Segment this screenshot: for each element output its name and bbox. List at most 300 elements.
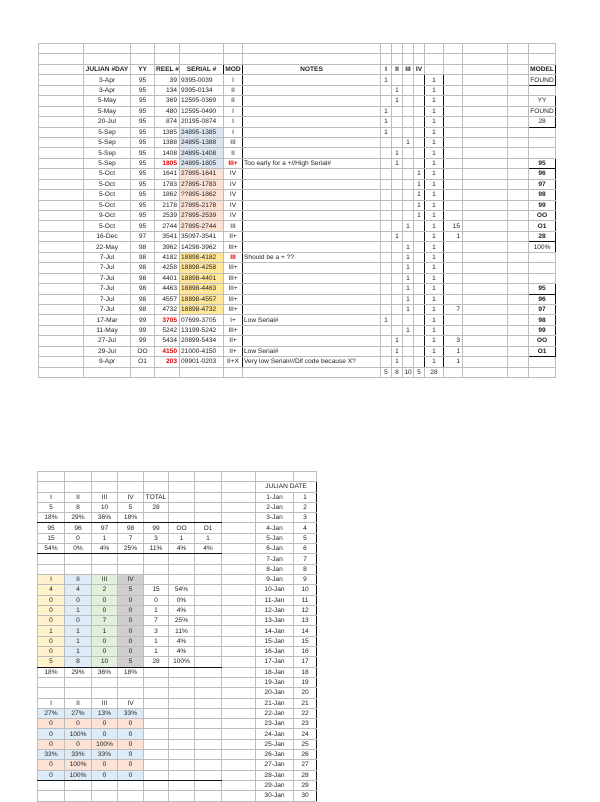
cell[interactable] [243,44,381,54]
extra-cell[interactable] [444,158,463,168]
model-mark-cell[interactable] [403,315,414,325]
julian-date-cell[interactable]: 20-Jan [256,688,294,698]
notes-cell[interactable] [243,75,381,85]
model-mark-cell[interactable] [403,148,414,158]
model-mark-cell[interactable] [381,85,392,95]
model-mark-cell[interactable]: 1 [392,346,403,356]
serial-header[interactable]: SERIAL # [180,64,224,74]
summary-cell[interactable] [195,605,222,615]
notes-cell[interactable] [243,325,381,335]
summary-cell[interactable]: 18% [38,667,65,677]
cell[interactable] [508,325,529,335]
summary-cell[interactable]: III [92,698,118,708]
cell[interactable] [508,75,529,85]
summary-cell[interactable] [118,791,144,801]
count-cell[interactable]: 1 [425,117,444,127]
summary-cell[interactable]: 11% [169,626,195,636]
yy-cell[interactable]: 98 [131,252,155,262]
cell[interactable] [39,44,84,54]
julian-date-cell[interactable]: 24-Jan [256,729,294,739]
reel-cell[interactable]: 3541 [155,231,180,241]
summary-cell[interactable]: I [38,492,65,502]
summary-cell[interactable] [169,574,195,584]
summary-cell[interactable]: 33% [118,708,144,718]
model-mark-cell[interactable] [414,158,425,168]
cell[interactable] [222,574,256,584]
count-cell[interactable]: 1 [425,263,444,273]
model-mark-cell[interactable]: 1 [403,294,414,304]
cell[interactable] [39,85,84,95]
julian-day-header[interactable]: JULIAN #DAY [84,64,131,74]
notes-cell[interactable] [243,336,381,346]
serial-cell[interactable]: 24895-1805 [180,158,224,168]
cell[interactable] [92,472,118,482]
notes-cell[interactable]: Too early for a +//High Serial# [243,158,381,168]
yy-cell[interactable]: 95 [131,200,155,210]
reel-cell[interactable]: 1385 [155,127,180,137]
cell[interactable] [169,472,195,482]
cell[interactable] [195,482,222,492]
summary-cell[interactable]: 18% [118,667,144,677]
cell[interactable] [222,564,256,574]
julian-day-cell[interactable]: 3 [294,513,317,523]
yy-cell[interactable]: 95 [131,169,155,179]
cell[interactable] [39,190,84,200]
cell[interactable] [463,85,508,95]
cell[interactable] [508,211,529,221]
cell[interactable] [39,325,84,335]
yy-cell[interactable]: 97 [131,231,155,241]
model-mark-cell[interactable] [414,137,425,147]
summary-cell[interactable]: 1 [144,647,169,657]
model-mark-cell[interactable]: 1 [403,242,414,252]
julian-date-cell[interactable]: 9-Jan [256,574,294,584]
model-mark-cell[interactable] [403,106,414,116]
summary-cell[interactable]: 27% [65,708,92,718]
cell[interactable] [39,357,84,367]
model-mark-cell[interactable] [403,211,414,221]
cell[interactable] [222,605,256,615]
serial-cell[interactable]: 20899-5434 [180,336,224,346]
summary-cell[interactable]: 36% [92,667,118,677]
summary-cell[interactable]: 15 [144,585,169,595]
summary-cell[interactable]: 5 [118,585,144,595]
mod-cell[interactable]: III+ [224,263,243,273]
model-mark-cell[interactable] [392,252,403,262]
cell[interactable] [222,585,256,595]
mod-cell[interactable]: II+X [224,357,243,367]
model-mark-cell[interactable] [414,242,425,252]
model-mark-cell[interactable] [392,294,403,304]
serial-cell[interactable]: 9395-0134 [180,85,224,95]
mod-cell[interactable]: III+ [224,294,243,304]
summary-cell[interactable] [144,677,169,687]
summary-cell[interactable]: 95 [529,284,556,294]
summary-cell[interactable]: 0 [38,616,65,626]
julian-date-cell[interactable]: 1-Jan [256,492,294,502]
julian-day-cell[interactable]: 29-Jul [84,346,131,356]
extra-cell[interactable] [444,106,463,116]
summary-cell[interactable]: 0 [38,770,65,780]
summary-cell[interactable] [92,780,118,790]
model-mark-cell[interactable] [392,106,403,116]
julian-date-cell[interactable]: 19-Jan [256,677,294,687]
mod-cell[interactable]: III+ [224,325,243,335]
model-mark-cell[interactable] [392,263,403,273]
model-mark-cell[interactable] [381,263,392,273]
model-mark-cell[interactable] [381,346,392,356]
yy-cell[interactable]: 95 [131,190,155,200]
yy-cell[interactable]: 98 [131,263,155,273]
model-mark-cell[interactable] [414,106,425,116]
summary-cell[interactable]: 0 [118,750,144,760]
summary-cell[interactable]: 0 [65,719,92,729]
summary-cell[interactable]: 8 [65,502,92,512]
cell[interactable] [425,44,444,54]
summary-cell[interactable]: 4% [92,544,118,554]
reel-cell[interactable]: 1805 [155,158,180,168]
cell[interactable] [463,158,508,168]
cell[interactable] [39,127,84,137]
model-mark-cell[interactable] [403,117,414,127]
yy-cell[interactable]: 98 [131,284,155,294]
summary-cell[interactable] [144,770,169,780]
julian-date-cell[interactable]: 12-Jan [256,605,294,615]
extra-cell[interactable] [444,284,463,294]
count-cell[interactable]: 1 [425,346,444,356]
summary-cell[interactable]: 0 [38,636,65,646]
julian-day-cell[interactable]: 5-Oct [84,169,131,179]
summary-cell[interactable]: 0% [169,595,195,605]
julian-day-cell[interactable]: 5-May [84,106,131,116]
reel-cell[interactable]: 203 [155,357,180,367]
cell[interactable] [403,54,414,64]
summary-cell[interactable] [195,564,222,574]
julian-day-cell[interactable]: 8 [294,564,317,574]
cell[interactable] [39,252,84,262]
mod-cell[interactable]: III+ [224,284,243,294]
summary-cell[interactable]: 7 [92,616,118,626]
serial-cell[interactable]: 20195-0874 [180,117,224,127]
summary-cell[interactable]: 0 [65,595,92,605]
cell[interactable] [39,304,84,314]
julian-day-cell[interactable]: 27 [294,760,317,770]
reel-cell[interactable]: 1408 [155,148,180,158]
cell[interactable] [463,137,508,147]
serial-cell[interactable]: 24895-1388 [180,137,224,147]
model-mark-cell[interactable] [381,96,392,106]
cell[interactable] [222,750,256,760]
model-mark-cell[interactable]: 1 [381,315,392,325]
cell[interactable] [414,44,425,54]
summary-cell[interactable] [65,554,92,564]
julian-date-cell[interactable]: 30-Jan [256,791,294,801]
extra-cell[interactable] [444,96,463,106]
summary-cell[interactable]: 96 [529,169,556,179]
mod-header[interactable]: MOD [225,66,241,74]
summary-cell[interactable] [195,595,222,605]
summary-cell[interactable] [92,791,118,801]
cell[interactable] [222,719,256,729]
cell[interactable] [39,54,84,64]
count-cell[interactable]: 1 [425,158,444,168]
summary-cell[interactable]: 96 [529,294,556,304]
summary-cell[interactable]: 100% [169,657,195,667]
summary-cell[interactable]: 36% [92,513,118,523]
reel-cell[interactable]: 4732 [155,304,180,314]
julian-day-cell[interactable]: 19 [294,677,317,687]
summary-cell[interactable] [529,252,556,262]
model-mark-cell[interactable]: 1 [403,221,414,231]
model-mark-cell[interactable]: 1 [414,179,425,189]
cell[interactable] [463,242,508,252]
cell[interactable] [508,315,529,325]
count-cell[interactable]: 1 [425,169,444,179]
summary-cell[interactable]: 28 [144,657,169,667]
summary-cell[interactable] [195,677,222,687]
reel-cell[interactable]: 134 [155,85,180,95]
count-cell[interactable]: 1 [425,315,444,325]
reel-cell[interactable]: 369 [155,96,180,106]
cell[interactable] [131,44,155,54]
cell[interactable] [243,367,381,377]
cell[interactable] [222,729,256,739]
summary-cell[interactable]: II [65,492,92,502]
cell[interactable] [224,44,243,54]
summary-cell[interactable] [118,677,144,687]
summary-cell[interactable]: 5 [38,502,65,512]
julian-day-cell[interactable]: 5-Oct [84,179,131,189]
julian-day-cell[interactable]: 9-Oct [84,211,131,221]
model-mark-cell[interactable] [403,357,414,367]
extra-cell[interactable] [444,325,463,335]
cell[interactable] [508,294,529,304]
notes-cell[interactable]: Should be a + ?? [243,252,381,262]
serial-cell[interactable]: 21000-4150 [180,346,224,356]
cell[interactable] [39,231,84,241]
julian-date-header[interactable]: JULIAN DATE [256,482,317,492]
summary-cell[interactable] [195,502,222,512]
cell[interactable] [222,533,256,543]
serial-cell[interactable]: 18898-4401 [180,273,224,283]
model-mark-cell[interactable] [392,127,403,137]
summary-cell[interactable]: 0 [92,647,118,657]
cell[interactable] [508,273,529,283]
summary-cell[interactable] [529,127,556,137]
summary-cell[interactable] [169,708,195,718]
count-header[interactable] [425,64,444,74]
summary-cell[interactable]: II [65,574,92,584]
julian-day-cell[interactable]: 20-Jul [84,117,131,127]
extra-cell[interactable] [444,294,463,304]
extra-cell[interactable] [444,273,463,283]
cell[interactable] [180,54,224,64]
cell[interactable] [463,96,508,106]
model-mark-cell[interactable] [381,211,392,221]
summary-cell[interactable]: 95 [529,158,556,168]
summary-cell[interactable] [195,770,222,780]
model-mark-cell[interactable] [414,273,425,283]
model-mark-cell[interactable] [403,346,414,356]
julian-day-cell[interactable]: 22 [294,708,317,718]
cell[interactable] [222,791,256,801]
model-mark-cell[interactable] [381,158,392,168]
cell[interactable] [463,273,508,283]
summary-cell[interactable]: 0 [118,739,144,749]
cell[interactable] [463,117,508,127]
cell[interactable] [180,367,224,377]
cell[interactable] [463,304,508,314]
model-mark-cell[interactable] [403,190,414,200]
julian-day-cell[interactable]: 15 [294,636,317,646]
summary-cell[interactable]: 0 [38,760,65,770]
summary-cell[interactable] [195,698,222,708]
cell[interactable] [508,367,529,377]
julian-date-cell[interactable]: 13-Jan [256,616,294,626]
summary-cell[interactable] [195,708,222,718]
summary-cell[interactable] [529,85,556,95]
julian-day-cell[interactable]: 5-Oct [84,221,131,231]
extra-cell[interactable] [444,85,463,95]
julian-date-cell[interactable]: 4-Jan [256,523,294,533]
cell[interactable] [195,472,222,482]
julian-day-cell[interactable]: 5-Sep [84,158,131,168]
summary-cell[interactable]: 95 [38,523,65,533]
count-cell[interactable]: 1 [425,190,444,200]
cell[interactable] [39,158,84,168]
julian-day-cell[interactable]: 5-Sep [84,137,131,147]
summary-cell[interactable]: I [38,574,65,584]
cell[interactable] [508,221,529,231]
cell[interactable] [39,211,84,221]
summary-cell[interactable]: 97 [529,179,556,189]
julian-day-cell[interactable]: 18 [294,667,317,677]
julian-day-cell[interactable]: 16-Dec [84,231,131,241]
model-mark-cell[interactable] [403,85,414,95]
extra-cell[interactable] [444,137,463,147]
summary-cell[interactable]: 54% [169,585,195,595]
model-mark-cell[interactable] [392,315,403,325]
cell[interactable] [508,357,529,367]
summary-cell[interactable]: 0 [38,647,65,657]
model-mark-cell[interactable] [381,325,392,335]
extra-cell[interactable]: 1 [444,231,463,241]
model-iii-header[interactable]: III [403,64,414,74]
notes-cell[interactable] [243,96,381,106]
summary-cell[interactable] [169,750,195,760]
notes-header[interactable]: NOTES [243,64,381,74]
cell[interactable] [222,544,256,554]
julian-date-cell[interactable]: 25-Jan [256,739,294,749]
count-cell[interactable]: 1 [425,357,444,367]
yy-cell[interactable]: 95 [131,106,155,116]
cell[interactable] [39,148,84,158]
julian-day-cell[interactable]: 6 [294,544,317,554]
extra-cell[interactable] [444,242,463,252]
model-mark-cell[interactable] [381,137,392,147]
yy-cell[interactable]: 95 [131,211,155,221]
summary-cell[interactable] [118,780,144,790]
count-cell[interactable]: 1 [425,200,444,210]
count-cell[interactable]: 1 [425,96,444,106]
julian-day-cell[interactable]: 17 [294,657,317,667]
reel-cell[interactable]: 4258 [155,263,180,273]
cell[interactable] [508,252,529,262]
cell[interactable] [222,502,256,512]
cell[interactable] [222,554,256,564]
cell[interactable] [222,616,256,626]
summary-cell[interactable]: 0 [118,729,144,739]
model-ii-header[interactable]: II [392,64,403,74]
model-mark-cell[interactable]: 1 [403,252,414,262]
summary-cell[interactable]: OO [529,211,556,221]
notes-cell[interactable] [243,221,381,231]
summary-cell[interactable]: 99 [144,523,169,533]
model-mark-cell[interactable]: 1 [392,158,403,168]
summary-cell[interactable]: 4% [169,647,195,657]
model-mark-cell[interactable] [381,148,392,158]
yy-cell[interactable]: 99 [131,336,155,346]
cell[interactable] [39,169,84,179]
summary-cell[interactable]: 98 [529,315,556,325]
summary-cell[interactable] [144,719,169,729]
summary-cell[interactable] [38,677,65,687]
cell[interactable] [463,190,508,200]
extra-cell[interactable] [444,169,463,179]
serial-cell[interactable]: 24895-1408 [180,148,224,158]
cell[interactable] [222,708,256,718]
cell[interactable] [39,117,84,127]
mod-cell[interactable]: II [224,85,243,95]
notes-cell[interactable] [243,231,381,241]
julian-date-cell[interactable]: 22-Jan [256,708,294,718]
cell[interactable] [222,698,256,708]
cell[interactable] [392,54,403,64]
summary-cell[interactable] [169,719,195,729]
summary-cell[interactable]: 1 [195,533,222,543]
notes-cell[interactable] [243,169,381,179]
notes-cell[interactable] [243,148,381,158]
cell[interactable] [463,44,508,54]
cell[interactable] [118,472,144,482]
cell[interactable] [508,190,529,200]
cell[interactable] [39,263,84,273]
notes-cell[interactable] [243,273,381,283]
julian-day-cell[interactable]: 16 [294,647,317,657]
count-cell[interactable]: 1 [425,294,444,304]
cell[interactable] [463,357,508,367]
total-count-cell[interactable]: 28 [425,367,444,377]
julian-day-cell[interactable]: 12 [294,605,317,615]
serial-cell[interactable]: ??895-1862 [180,190,224,200]
model-mark-cell[interactable]: 1 [392,336,403,346]
model-mark-cell[interactable] [414,263,425,273]
cell[interactable] [444,54,463,64]
cell[interactable] [39,284,84,294]
model-mark-cell[interactable]: 1 [381,75,392,85]
model-mark-cell[interactable] [381,294,392,304]
summary-cell[interactable]: 33% [92,750,118,760]
cell[interactable] [508,304,529,314]
extra-cell[interactable]: 1 [444,346,463,356]
notes-cell[interactable] [243,137,381,147]
summary-cell[interactable]: 4% [169,605,195,615]
summary-cell[interactable]: I [38,698,65,708]
cell[interactable] [39,242,84,252]
summary-cell[interactable]: 100% [65,729,92,739]
mod-cell[interactable]: IV [224,200,243,210]
summary-cell[interactable] [144,698,169,708]
